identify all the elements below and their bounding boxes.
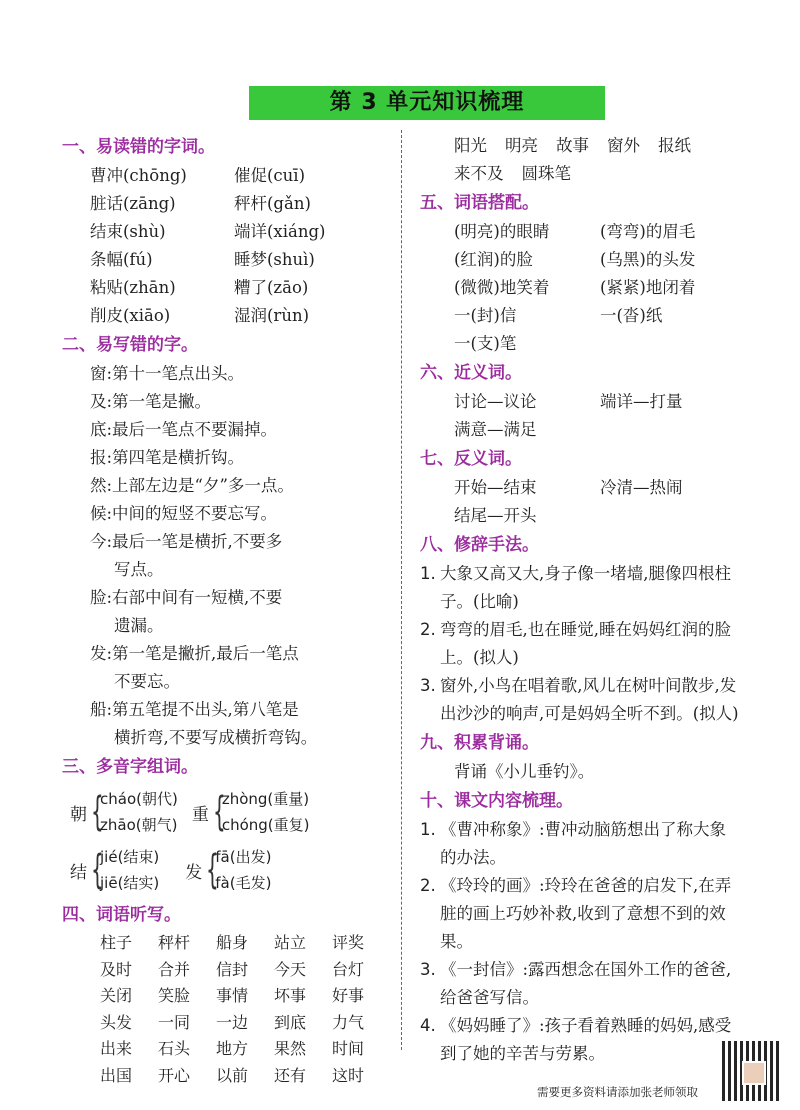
rule-line: 底:最后一笔点不要漏掉。 — [90, 420, 278, 439]
collocation: (明亮)的眼睛 — [454, 222, 550, 241]
footer-note: 需要更多资料请添加张老师领取 — [537, 1085, 698, 1099]
section-9-heading: 九、积累背诵。 — [420, 733, 539, 753]
word: 台灯 — [332, 959, 365, 979]
rule-line: 写点。 — [114, 560, 164, 579]
pair-left: 条幅(fú) — [90, 250, 153, 269]
rule-line: 窗:第十一笔点出头。 — [90, 364, 245, 383]
polyphone-row — [62, 784, 392, 840]
polyphone-item: cháo(朝代) — [100, 790, 178, 808]
collocation: (红润)的脸 — [454, 250, 533, 269]
pair-row — [62, 190, 392, 218]
rule-line: 今:最后一笔是横折,不要多 — [90, 532, 283, 551]
word: 评奖 — [332, 933, 365, 952]
word: 及时 — [100, 959, 133, 979]
pair-row — [62, 218, 392, 246]
word: 果然 — [274, 1039, 307, 1058]
word: 今天 — [274, 959, 307, 979]
word: 秤杆 — [158, 933, 191, 952]
section-5-heading: 五、词语搭配。 — [420, 193, 539, 213]
polyphone-char: 朝 — [70, 804, 87, 825]
item-number: 2. — [420, 876, 436, 895]
pair-right: 湿润(rùn) — [234, 306, 310, 325]
collocation: 一(支)笔 — [454, 334, 517, 353]
pair-right: 秤杆(gǎn) — [234, 194, 311, 213]
antonym-pair: 开始—结束 — [454, 478, 537, 497]
polyphone-item: fà(毛发) — [215, 874, 272, 892]
section-1-pairs — [62, 162, 392, 330]
antonym-row — [420, 474, 740, 502]
rule-line: 脸:右部中间有一短横,不要 — [90, 588, 283, 607]
polyphone-char: 重 — [191, 804, 209, 825]
item-text: 弯弯的眉毛,也在睡觉,睡在妈妈红润的脸上。(拟人) — [440, 620, 731, 667]
antonym-pair: 结尾—开头 — [454, 506, 537, 525]
word: 出国 — [100, 1065, 133, 1085]
brace-icon: { — [91, 847, 104, 893]
lesson-item — [420, 956, 740, 1012]
word: 以前 — [216, 1065, 249, 1085]
pair-left: 削皮(xiāo) — [90, 306, 171, 325]
rule-line: 报:第四笔是横折钩。 — [90, 448, 245, 467]
synonym-row — [420, 416, 740, 444]
collocation: (弯弯)的眉毛 — [600, 222, 696, 241]
word: 一同 — [158, 1012, 191, 1032]
section-7-heading: 七、反义词。 — [420, 449, 522, 469]
polyphone-item: zhāo(朝气) — [100, 816, 178, 834]
word: 信封 — [216, 959, 249, 979]
word: 窗外 — [607, 136, 640, 155]
item-number: 3. — [420, 676, 436, 695]
item-number: 4. — [420, 1016, 436, 1035]
item-text: 《一封信》:露西想念在国外工作的爸爸,给爸爸写信。 — [440, 960, 732, 1007]
lesson-item — [420, 1012, 740, 1068]
collocation: 一(封)信 — [454, 306, 517, 325]
word: 站立 — [274, 933, 307, 952]
polyphone-group — [185, 842, 271, 898]
pair-right: 端详(xiáng) — [234, 222, 326, 241]
word: 圆珠笔 — [521, 164, 571, 183]
dictation-word-grid — [62, 930, 392, 1089]
rule-line: 候:中间的短竖不要忘写。 — [90, 504, 278, 523]
item-number: 3. — [420, 960, 436, 979]
brace-icon: { — [212, 789, 226, 835]
synonym-pair: 端详—打量 — [600, 392, 683, 411]
antonym-row — [420, 502, 740, 530]
polyphone-group — [70, 842, 159, 898]
item-text: 大象又高又大,身子像一堵墙,腿像四根柱子。(比喻) — [440, 564, 731, 611]
word: 船身 — [216, 933, 249, 952]
word: 好事 — [332, 986, 365, 1005]
rule-line: 横折弯,不要写成横折弯钩。 — [114, 728, 318, 747]
pair-row — [62, 302, 392, 330]
pair-row — [62, 274, 392, 302]
polyphone-item: chóng(重复) — [221, 816, 310, 834]
word: 还有 — [274, 1065, 307, 1085]
word: 关闭 — [100, 986, 133, 1005]
word: 头发 — [100, 1012, 133, 1032]
pair-left: 脏话(zāng) — [90, 194, 176, 213]
polyphone-char: 发 — [185, 862, 203, 883]
section-1-heading: 一、易读错的字词。 — [62, 137, 215, 157]
word: 笑脸 — [158, 986, 191, 1005]
rhetoric-item — [420, 616, 740, 672]
left-column — [62, 132, 392, 1089]
synonym-pair: 讨论—议论 — [454, 392, 537, 411]
word: 出来 — [100, 1039, 133, 1058]
word: 事情 — [216, 986, 249, 1005]
polyphone-item: jiē(结实) — [100, 874, 160, 892]
item-number: 2. — [420, 620, 436, 639]
word: 报纸 — [658, 136, 691, 155]
collocation: (乌黑)的头发 — [600, 250, 696, 269]
word: 石头 — [158, 1039, 191, 1058]
pair-right: 睡梦(shuì) — [234, 250, 315, 269]
polyphone-char: 结 — [70, 862, 87, 883]
item-text: 窗外,小鸟在唱着歌,风儿在树叶间散步,发出沙沙的响声,可是妈妈全听不到。(拟人) — [440, 676, 739, 723]
lesson-item — [420, 816, 740, 872]
collocation: (微微)地笑着 — [454, 278, 550, 297]
item-text: 《妈妈睡了》:孩子看着熟睡的妈妈,感受到了她的辛苦与劳累。 — [440, 1016, 732, 1063]
rule-line: 发:第一笔是撇折,最后一笔点 — [90, 644, 299, 663]
rhetoric-item — [420, 560, 740, 616]
rule-line: 不要忘。 — [114, 672, 180, 691]
unit-title-banner: 第 3 单元知识梳理 — [249, 86, 605, 120]
column-divider — [401, 130, 402, 1050]
right-column — [420, 132, 740, 1068]
recitation-text: 背诵《小儿垂钓》。 — [454, 762, 595, 781]
item-number: 1. — [420, 820, 436, 839]
synonym-pair: 满意—满足 — [454, 420, 537, 439]
word: 到底 — [274, 1012, 307, 1032]
pair-row — [62, 246, 392, 274]
rhetoric-item — [420, 672, 740, 728]
brace-icon: { — [91, 789, 104, 835]
word: 力气 — [332, 1012, 365, 1032]
word: 时间 — [332, 1039, 365, 1058]
dictation-continuation — [420, 132, 740, 160]
word: 来不及 — [454, 164, 504, 183]
collocation-row — [420, 218, 740, 246]
rule-line: 然:上部左边是“夕”多一点。 — [90, 476, 294, 495]
lesson-item — [420, 872, 740, 956]
section-3-heading: 三、多音字组词。 — [62, 757, 198, 777]
item-number: 1. — [420, 564, 436, 583]
polyphone-item: fā(出发) — [215, 848, 272, 866]
synonym-row — [420, 388, 740, 416]
section-2-lines — [62, 360, 392, 752]
antonym-pair: 冷清—热闹 — [600, 478, 683, 497]
section-2-heading: 二、易写错的字。 — [62, 335, 198, 355]
word: 一边 — [216, 1012, 249, 1032]
pair-left: 结束(shù) — [90, 222, 166, 241]
collocation-row — [420, 330, 740, 358]
polyphone-group — [70, 784, 178, 840]
section-6-heading: 六、近义词。 — [420, 363, 522, 383]
brace-icon: { — [206, 847, 220, 893]
item-text: 《玲玲的画》:玲玲在爸爸的启发下,在弄脏的画上巧妙补救,收到了意想不到的效果。 — [440, 876, 732, 951]
word: 合并 — [158, 959, 191, 979]
polyphone-row — [62, 842, 392, 898]
collocation-row — [420, 246, 740, 274]
section-10-heading: 十、课文内容梳理。 — [420, 791, 573, 811]
pair-row — [62, 162, 392, 190]
word: 开心 — [158, 1065, 191, 1085]
pair-left: 曹冲(chōng) — [90, 166, 187, 185]
qr-code-icon[interactable] — [722, 1041, 782, 1101]
section-8-heading: 八、修辞手法。 — [420, 535, 539, 555]
pair-right: 糟了(zāo) — [234, 278, 309, 297]
word: 坏事 — [274, 986, 307, 1005]
word: 故事 — [556, 136, 589, 155]
word: 这时 — [332, 1065, 365, 1085]
rule-line: 及:第一笔是撇。 — [90, 392, 212, 411]
section-4-heading: 四、词语听写。 — [62, 905, 181, 925]
rule-line: 船:第五笔提不出头,第八笔是 — [90, 700, 299, 719]
collocation: 一(沓)纸 — [600, 306, 663, 325]
collocation-row — [420, 302, 740, 330]
pair-right: 催促(cuī) — [234, 166, 306, 185]
dictation-continuation — [420, 160, 740, 188]
pair-left: 粘贴(zhān) — [90, 278, 176, 297]
word: 阳光 — [454, 136, 487, 155]
word: 地方 — [216, 1039, 249, 1058]
polyphone-group — [192, 784, 310, 840]
polyphone-item: zhòng(重量) — [221, 790, 310, 808]
collocation-row — [420, 274, 740, 302]
word: 柱子 — [100, 933, 133, 952]
item-text: 《曹冲称象》:曹冲动脑筋想出了称大象的办法。 — [440, 820, 727, 867]
rule-line: 遗漏。 — [114, 616, 164, 635]
word: 明亮 — [505, 136, 538, 155]
polyphone-item: jié(结束) — [100, 848, 160, 866]
collocation: (紧紧)地闭着 — [600, 278, 696, 297]
